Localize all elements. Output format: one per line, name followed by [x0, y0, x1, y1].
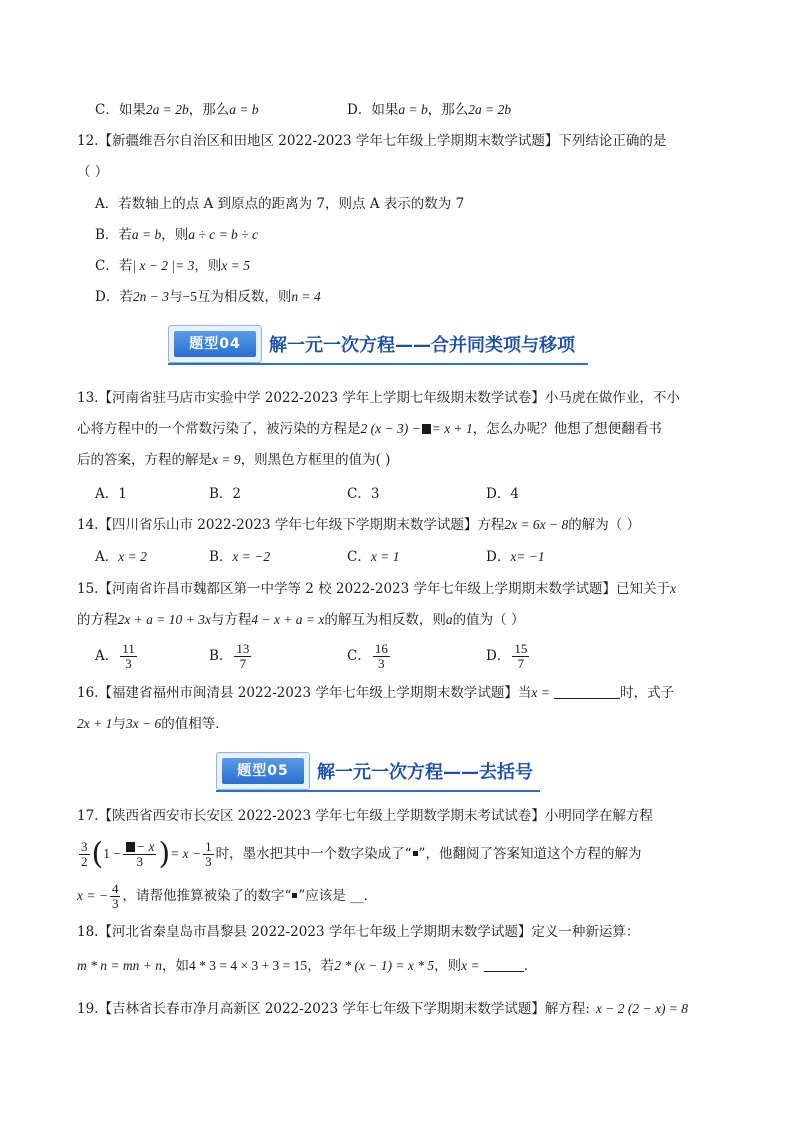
section-banner-04: [168, 325, 588, 365]
fraction: $\frac{16}{3}$: [374, 641, 388, 671]
q13-option-a: A．1: [95, 486, 127, 502]
q15-option-c: C． $\frac{16}{3}$: [347, 641, 388, 671]
q17-equation-line: $\frac{3}{2}$ (1 − $\frac{- x}{3}$ )= x − $\frac{1}{3}$ 时，墨水把其中一个数字染成了“ ”，他翻阅了答案知道这个方程的解为: [81, 836, 642, 872]
q18-stem-line2: m * n = mn + n，如4 * 3 = 4 × 3 + 3 = 15，若2 * (x − 1) = x * 5，则x = ．: [77, 958, 538, 974]
q13-stem-line1: 13.【河南省驻马店市实验中学 2022-2023 学年上学期七年级期末数学试卷】小马虎在做作业，不小: [77, 390, 680, 406]
ink-dot: [292, 893, 297, 898]
q14-option-b: B．x = −2: [209, 549, 271, 565]
q16-stem-line1: 16.【福建省福州市闽清县 2022-2023 学年七年级上学期期末数学试题】当x = 时，式子: [77, 685, 675, 701]
q13-stem-line3: 后的答案，方程的解是x = 9，则黑色方框里的值为( ): [77, 452, 391, 468]
q15-option-a: A． $\frac{11}{3}$: [95, 641, 135, 671]
q13-option-d: D．4: [486, 486, 519, 502]
q12-option-d: D．若2n − 3与−5互为相反数，则n = 4: [95, 289, 321, 305]
q13-stem-line2: 心将方程中的一个常数污染了，被污染的方程是2 (x − 3) − = x + 1，怎么办呢？他想了想便翻看书: [77, 421, 662, 437]
q15-option-b: B． $\frac{13}{7}$: [209, 641, 250, 671]
q17-stem-line1: 17.【陕西省西安市长安区 2022-2023 学年七年级上学期数学期末考试试卷】小明同学在解方程: [77, 808, 653, 824]
section-title: 解一元一次方程——去括号: [317, 762, 533, 783]
q15-option-d: D． $\frac{15}{7}$: [486, 641, 528, 671]
q12-option-c: C．若| x − 2 |= 3，则x = 5: [95, 258, 250, 274]
section-banner-05: [216, 752, 540, 792]
q12-option-a: A．若数轴上的点 A 到原点的距离为 7，则点 A 表示的数为 7: [95, 196, 465, 212]
q18-stem-line1: 18.【河北省秦皇岛市昌黎县 2022-2023 学年七年级上学期期末数学试题】定义一种新运算：: [77, 924, 640, 940]
q11-option-d: D．如果a = b，那么2a = 2b: [347, 102, 512, 118]
section-badge-label: 题型05: [222, 758, 304, 784]
q15-stem-line1: 15.【河南省许昌市魏都区第一中学等 2 校 2022-2023 学年七年级上学期期末数学试题】已知关于x: [77, 581, 676, 597]
section-badge: [168, 325, 262, 363]
q12-answer-paren: （ ）: [77, 164, 109, 180]
q15-stem-line2: 的方程2x + a = 10 + 3x与方程4 − x + a = x的解互为相反数，则a的值为（ ）: [77, 612, 525, 628]
fraction: $\frac{11}{3}$: [122, 641, 135, 671]
q19-stem: 19.【吉林省长春市净月高新区 2022-2023 学年七年级下学期期末数学试题】解方程: x − 2 (2 − x) = 8: [77, 1001, 689, 1017]
q14-option-a: A．x = 2: [95, 549, 147, 565]
q12-stem: 12.【新疆维吾尔自治区和田地区 2022-2023 学年七年级上学期期末数学试题】下列结论正确的是: [77, 133, 667, 149]
q11-option-c: C．如果2a = 2b，那么a = b: [95, 102, 259, 118]
q14-option-c: C．x = 1: [347, 549, 400, 565]
q14-option-d: D．x= −1: [486, 549, 545, 565]
section-underline: [216, 790, 540, 792]
q13-option-b: B．2: [209, 486, 242, 502]
fraction: $\frac{15}{7}$: [514, 641, 528, 671]
section-badge-label: 题型04: [174, 331, 256, 357]
fraction: $\frac{1}{3}$: [205, 839, 212, 869]
section-underline: [168, 363, 588, 365]
section-title: 解一元一次方程——合并同类项与移项: [269, 335, 575, 356]
ink-blot-square: [126, 842, 135, 852]
q12-option-b: B．若a = b，则a ÷ c = b ÷ c: [95, 227, 258, 243]
fraction: $\frac{3}{2}$: [81, 839, 88, 869]
q13-option-c: C．3: [347, 486, 380, 502]
section-badge: [216, 752, 310, 790]
ink-dot: [413, 851, 418, 856]
fraction: $\frac{4}{3}$: [111, 881, 119, 911]
answer-blank[interactable]: [554, 684, 620, 699]
fraction: $\frac{13}{7}$: [236, 641, 250, 671]
q16-stem-line2: 2x + 1与3x − 6的值相等．: [77, 716, 229, 732]
q14-stem: 14.【四川省乐山市 2022-2023 学年七年级下学期期末数学试题】方程2x = 6x − 8的解为（ ）: [77, 517, 641, 533]
fraction: $\frac{- x}{3}$: [123, 840, 156, 869]
q17-stem-line3: x = − $\frac{4}{3}$ ，请帮他推算被染了的数字“ ”应该是 __．: [77, 881, 378, 911]
ink-blot-square: [422, 424, 431, 434]
answer-blank[interactable]: [484, 957, 524, 972]
